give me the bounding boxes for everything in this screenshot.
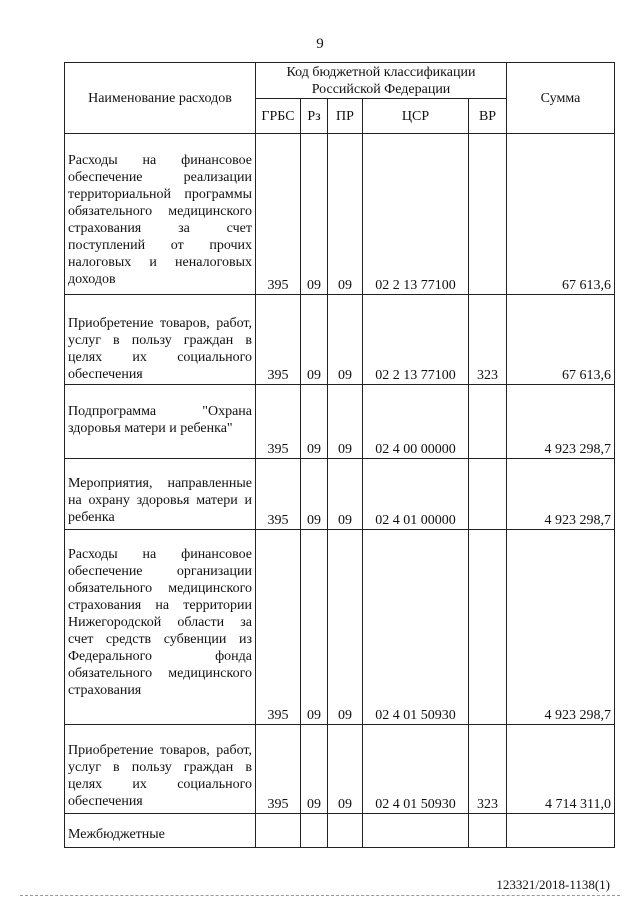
row-vr (469, 530, 507, 725)
row-grbs: 395 (256, 530, 301, 725)
row-pr: 09 (328, 295, 363, 385)
row-name: Приобретение товаров, работ, услуг в пользу граждан в целях их социального обеспечения (65, 295, 256, 385)
header-pr: ПР (328, 99, 363, 134)
row-rz (301, 814, 328, 848)
row-pr: 09 (328, 459, 363, 530)
row-name: Подпрограмма "Охрана здоровья матери и ребенка" (65, 385, 256, 459)
row-csr: 02 2 13 77100 (363, 134, 469, 295)
row-csr: 02 4 01 50930 (363, 725, 469, 814)
row-vr: 323 (469, 725, 507, 814)
header-rz: Рз (301, 99, 328, 134)
row-csr: 02 4 01 00000 (363, 459, 469, 530)
table-row (65, 530, 615, 725)
row-grbs: 395 (256, 134, 301, 295)
row-pr: 09 (328, 530, 363, 725)
page-bottom-divider (20, 895, 620, 896)
row-rz: 09 (301, 385, 328, 459)
row-pr (328, 814, 363, 848)
row-rz: 09 (301, 459, 328, 530)
row-rz: 09 (301, 134, 328, 295)
row-vr (469, 459, 507, 530)
header-grbs: ГРБС (256, 99, 301, 134)
row-name: Расходы на финансовое обеспечение организации обязательного медицинского страхования на территории Нижегородской области за счет средств субвенции из Федерального фонда обязательного медицинского страхования (65, 530, 256, 725)
row-grbs: 395 (256, 295, 301, 385)
row-vr (469, 814, 507, 848)
budget-table (64, 62, 615, 848)
table-row (65, 459, 615, 530)
header-csr: ЦСР (363, 99, 469, 134)
header-sum: Сумма (507, 63, 615, 134)
table-row (65, 295, 615, 385)
row-csr: 02 4 00 00000 (363, 385, 469, 459)
header-name: Наименование расходов (65, 63, 256, 134)
row-csr (363, 814, 469, 848)
row-name: Расходы на финансовое обеспечение реализации территориальной программы обязательного медицинского страхования за счет поступлений от прочих налоговых и неналоговых доходов (65, 134, 256, 295)
header-code-group: Код бюджетной классификации Российской Федерации (256, 63, 507, 99)
row-vr: 323 (469, 295, 507, 385)
row-rz: 09 (301, 530, 328, 725)
row-csr: 02 2 13 77100 (363, 295, 469, 385)
header-vr: ВР (469, 99, 507, 134)
row-name: Межбюджетные (65, 814, 256, 848)
row-sum: 67 613,6 (507, 134, 615, 295)
row-sum: 4 923 298,7 (507, 459, 615, 530)
row-pr: 09 (328, 385, 363, 459)
table-row (65, 814, 615, 848)
table-row (65, 725, 615, 814)
row-name: Приобретение товаров, работ, услуг в пользу граждан в целях их социального обеспечения (65, 725, 256, 814)
row-sum: 67 613,6 (507, 295, 615, 385)
row-pr: 09 (328, 725, 363, 814)
row-sum: 4 714 311,0 (507, 725, 615, 814)
row-rz: 09 (301, 725, 328, 814)
table-row (65, 134, 615, 295)
row-name: Мероприятия, направленные на охрану здоровья матери и ребенка (65, 459, 256, 530)
row-vr (469, 385, 507, 459)
row-sum: 4 923 298,7 (507, 530, 615, 725)
row-grbs: 395 (256, 725, 301, 814)
document-code: 123321/2018-1138(1) (496, 877, 610, 892)
row-grbs: 395 (256, 385, 301, 459)
table-row (65, 385, 615, 459)
row-pr: 09 (328, 134, 363, 295)
row-grbs (256, 814, 301, 848)
page-number: 9 (316, 36, 324, 52)
row-vr (469, 134, 507, 295)
row-rz: 09 (301, 295, 328, 385)
row-csr: 02 4 01 50930 (363, 530, 469, 725)
row-sum (507, 814, 615, 848)
row-grbs: 395 (256, 459, 301, 530)
row-sum: 4 923 298,7 (507, 385, 615, 459)
